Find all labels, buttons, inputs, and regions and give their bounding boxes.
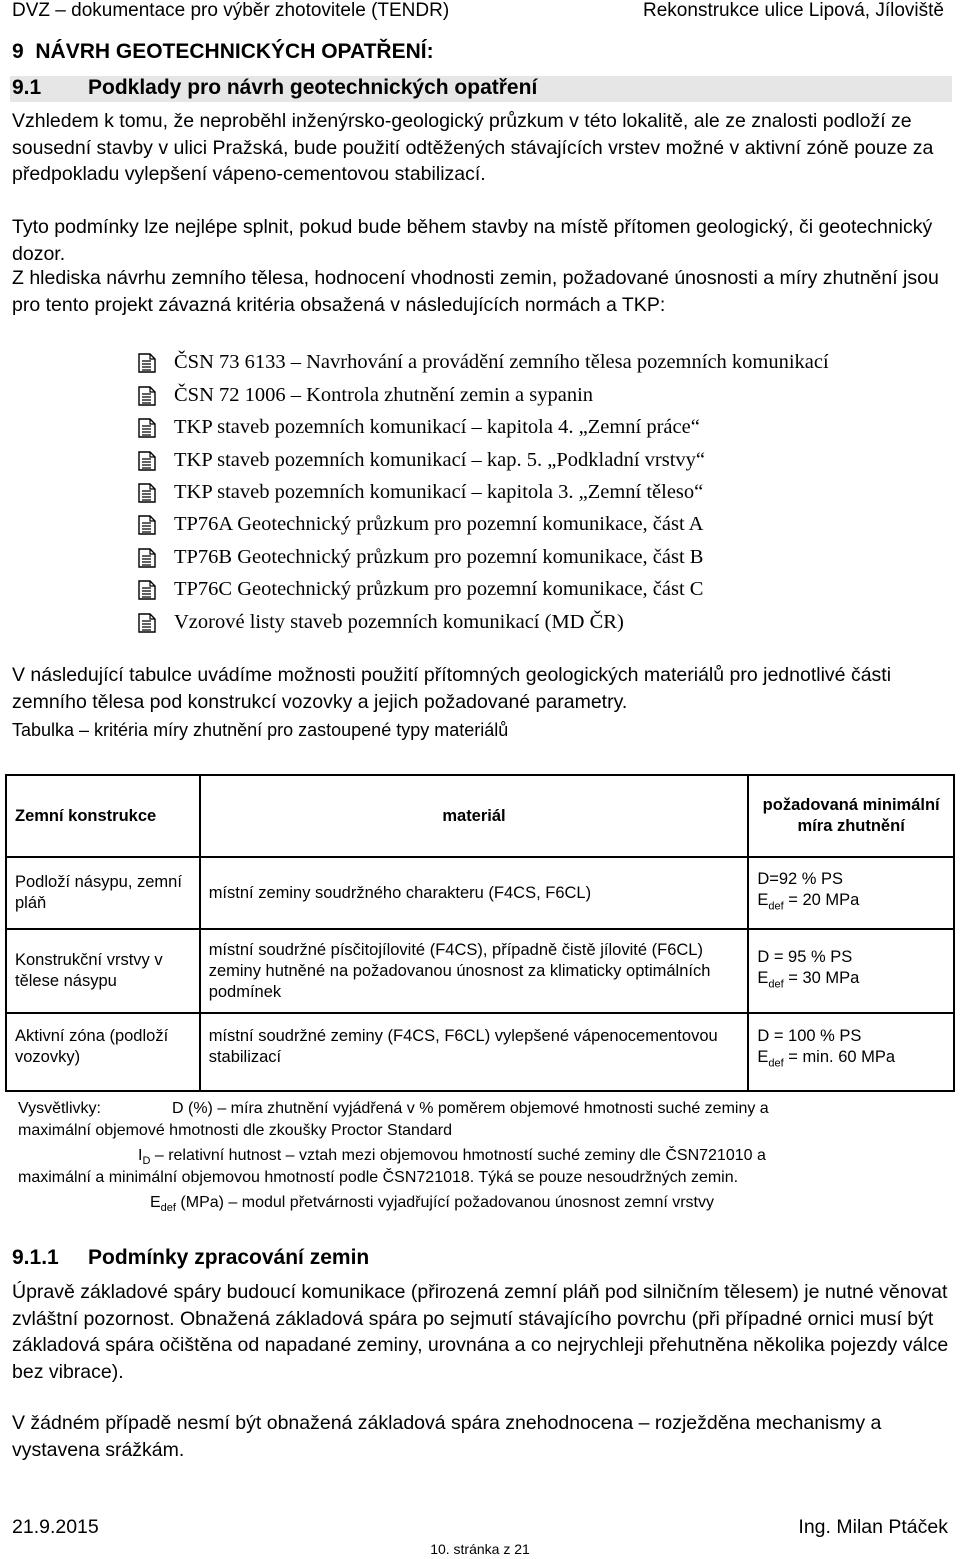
note-icon <box>138 548 156 568</box>
paragraph-foundation: Úpravě základové spáry budoucí komunikace (přirozená zemní pláň pod silničním tělesem) je nutné věnovat zvláštní pozornost. Obnažená základová spára po sejmutí stávajícího povrchu (při případné ornici musí být základová spára očištěna od napadané zeminy, urovnána a co nejrychleji přehutněna několika pojezdy válce bez vibrace). <box>12 1281 949 1383</box>
header-construction: Zemní konstrukce <box>6 775 200 857</box>
e-subscript: def <box>768 900 784 913</box>
notes-d-text: D (%) – míra zhutnění vyjádřená v % poměrem objemové hmotnosti suché zeminy a <box>172 1100 769 1117</box>
subsection-number: 9.1 <box>12 76 42 99</box>
e-symbol: E <box>757 968 769 987</box>
compaction-e <box>757 968 945 995</box>
paragraph-protection: V žádném případě nesmí být obnažená základová spára znehodnocena – rozježděna mechanismy a vystavena srážkám. <box>12 1412 882 1461</box>
note-icon <box>138 613 156 633</box>
table-row <box>6 929 954 1013</box>
notes-e-line <box>150 1192 714 1219</box>
id-text: – relativní hutnost – vztah mezi objemovou hmotností suché zeminy dle ČSN721010 a <box>154 1147 766 1164</box>
footer-page-number: 10. stránka z 21 <box>430 1541 530 1557</box>
note-icon <box>138 580 156 600</box>
table-row <box>6 857 954 929</box>
subsubsection-heading <box>12 1246 369 1270</box>
section-title: NÁVRH GEOTECHNICKÝCH OPATŘENÍ: <box>35 40 434 63</box>
e-value: = min. 60 MPa <box>788 1048 896 1066</box>
section-number: 9 <box>12 40 24 63</box>
subsubsection-title: Podmínky zpracování zemin <box>88 1246 370 1269</box>
header-project-name: Rekonstrukce ulice Lipová, Jíloviště <box>643 0 944 21</box>
table-row <box>6 1013 954 1091</box>
cell-compaction <box>748 1013 954 1091</box>
e-symbol: E <box>757 1048 769 1066</box>
subsection-heading <box>12 76 537 100</box>
id-subscript: D <box>142 1155 151 1168</box>
norm-label: TKP staveb pozemních komunikací – kapitola 3. „Zemní těleso“ <box>174 481 704 503</box>
footer-author: Ing. Milan Ptáček <box>798 1516 948 1538</box>
cell-construction: Podloží násypu, zemní pláň <box>6 857 200 929</box>
e-value: = 30 MPa <box>788 968 860 987</box>
cell-material: místní zeminy soudržného charakteru (F4CS, F6CL) <box>200 857 749 929</box>
compaction-d: D=92 % PS <box>757 869 844 888</box>
e-subscript: def <box>768 978 784 991</box>
notes-label: Vysvětlivky: <box>18 1100 101 1117</box>
note-icon <box>138 483 156 503</box>
paragraph-supervision: Tyto podmínky lze nejlépe splnit, pokud bude během stavby na místě přítomen geologický, či geotechnický dozor. <box>12 216 933 265</box>
footer-date: 21.9.2015 <box>12 1516 99 1538</box>
note-icon <box>138 418 156 438</box>
notes-d-continuation: maximální objemové hmotnosti dle zkoušky Proctor Standard <box>18 1122 452 1139</box>
norm-label: TP76A Geotechnický průzkum pro pozemní komunikace, část A <box>174 513 704 535</box>
notes-id-continuation: maximální a minimální objemovou hmotností podle ČSN721018. Týká se pouze nesoudržných zemin. <box>18 1169 739 1186</box>
header-document-title: DVZ – dokumentace pro výběr zhotovitele (TENDR) <box>12 0 450 21</box>
header-compaction: požadovaná minimální míra zhutnění <box>748 775 954 857</box>
subsubsection-number: 9.1.1 <box>12 1246 59 1269</box>
section-heading <box>12 40 434 64</box>
cell-material: místní soudržné zeminy (F4CS, F6CL) vylepšené vápenocementovou stabilizací <box>200 1013 749 1091</box>
e-symbol: E <box>150 1194 161 1211</box>
subsection-title: Podklady pro návrh geotechnických opatření <box>88 76 538 99</box>
criteria-table <box>5 774 955 1092</box>
note-icon <box>138 515 156 535</box>
table-header-row <box>6 775 954 857</box>
norm-label: TKP staveb pozemních komunikací – kap. 5. „Podkladní vrstvy“ <box>174 449 705 471</box>
compaction-d: D = 100 % PS <box>757 1027 862 1045</box>
paragraph-table-intro: V následující tabulce uvádíme možnosti použití přítomných geologických materiálů pro jednotlivé části zemního tělesa pod konstrukcí vozovky a jejich požadované parametry. <box>12 664 892 713</box>
norm-label: TKP staveb pozemních komunikací – kapitola 4. „Zemní práce“ <box>174 416 700 438</box>
compaction-e <box>757 890 945 917</box>
e-symbol: E <box>757 890 769 909</box>
e-subscript: def <box>768 1057 784 1070</box>
cell-construction: Konstrukční vrstvy v tělese násypu <box>6 929 200 1013</box>
paragraph-intro: Vzhledem k tomu, že neproběhl inženýrsko-geologický průzkum v této lokalitě, ale ze znalosti podloží ze sousední stavby v ulici Pražská, bude použití odtěžených stávajících vrstev možné v aktivní zóně pouze za předpokladu vylepšení vápeno-cementovou stabilizací. <box>12 110 934 185</box>
e-value: = 20 MPa <box>788 890 860 909</box>
norm-label: TP76C Geotechnický průzkum pro pozemní komunikace, část C <box>174 578 704 600</box>
table-caption: Tabulka – kritéria míry zhutnění pro zastoupené typy materiálů <box>12 720 509 740</box>
e-text: (MPa) – modul přetvárnosti vyjadřující požadovanou únosnost zemní vrstvy <box>180 1194 714 1211</box>
norm-label: ČSN 73 6133 – Navrhování a provádění zemního tělesa pozemních komunikací <box>174 351 829 373</box>
paragraph-criteria: Z hlediska návrhu zemního tělesa, hodnocení vhodnosti zemin, požadované únosnosti a míry zhutnění jsou pro tento projekt závazná kritéria obsažená v následujících normách a TKP: <box>12 267 939 316</box>
cell-compaction <box>748 929 954 1013</box>
cell-material: místní soudržné písčitojílovité (F4CS), případně čistě jílovité (F6CL) zeminy hutněné na požadovanou únosnost za klimaticky optimálních podmínek <box>200 929 749 1013</box>
norm-label: Vzorové listy staveb pozemních komunikací (MD ČR) <box>174 611 624 633</box>
e-subscript: def <box>160 1202 176 1215</box>
cell-compaction <box>748 857 954 929</box>
compaction-e <box>757 1047 945 1074</box>
compaction-d: D = 95 % PS <box>757 947 853 966</box>
note-icon <box>138 451 156 471</box>
header-material: materiál <box>200 775 749 857</box>
note-icon <box>138 353 156 373</box>
cell-construction: Aktivní zóna (podloží vozovky) <box>6 1013 200 1091</box>
note-icon <box>138 386 156 406</box>
norm-label: TP76B Geotechnický průzkum pro pozemní komunikace, část B <box>174 546 704 568</box>
id-symbol: I <box>138 1147 143 1164</box>
norm-label: ČSN 72 1006 – Kontrola zhutnění zemin a sypanin <box>174 384 594 406</box>
